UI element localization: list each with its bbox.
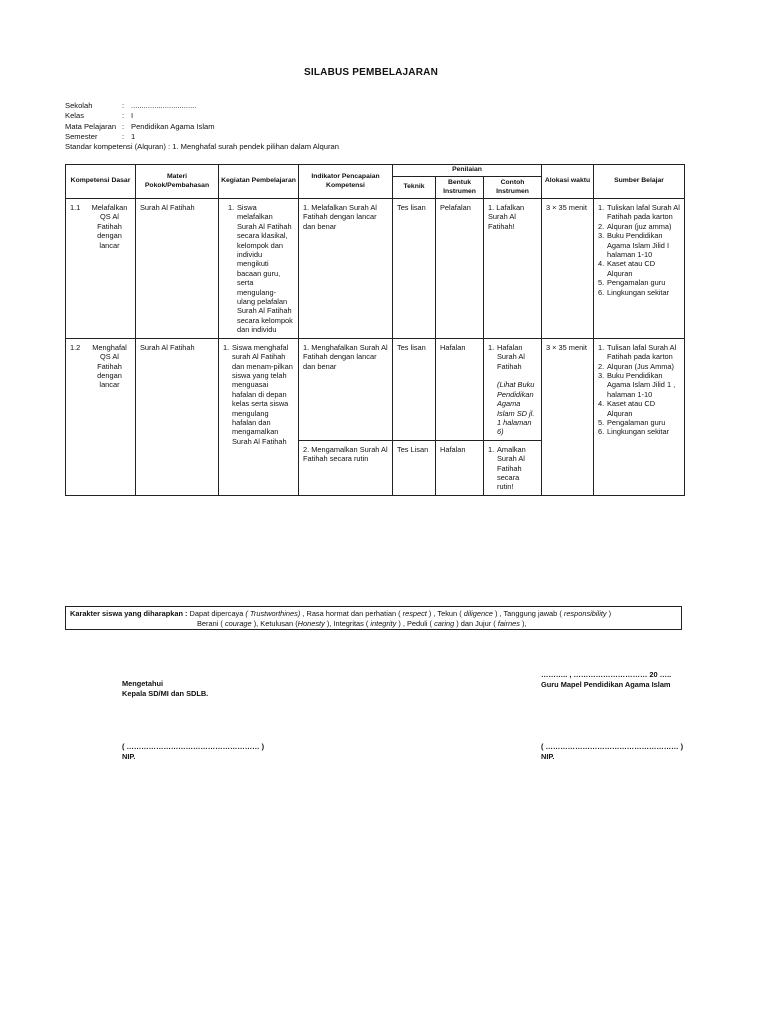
character-segment: Honesty	[297, 619, 325, 628]
contoh-cell	[484, 440, 542, 495]
character-line-2	[70, 619, 677, 629]
kegiatan-text: Siswa melafalkan Surah Al Fatihah secara klasikal, kelompok dan individu mengikuti bacaan guru, serta mengulang-ulang pelafalan Surah Al Fatihah secara kelompok dan individu	[237, 203, 293, 335]
sumber-cell	[594, 199, 685, 339]
list-item	[598, 427, 680, 436]
list-item	[598, 231, 680, 259]
item-text: Lingkungan sekitar	[607, 287, 670, 297]
list-item	[598, 418, 680, 427]
contoh-note: (Lihat Buku Pendidikan Agama Islam SD jl. 1 halaman 6)	[497, 380, 535, 437]
item-text: Pengalaman guru	[607, 417, 666, 427]
item-text: Kaset atau CD Alquran	[607, 399, 656, 418]
left-sig-line-1: Mengetahui	[122, 679, 164, 688]
character-label: Karakter siswa yang diharapkan :	[70, 609, 188, 618]
contoh-cell	[484, 338, 542, 440]
item-number: 2.	[598, 361, 605, 371]
header-bentuk: Bentuk Instrumen	[436, 177, 484, 199]
character-segment: caring	[434, 619, 455, 628]
list-item	[598, 371, 680, 399]
item-number: 4.	[598, 399, 605, 409]
contoh-number: 1.	[488, 444, 495, 454]
character-values-2	[197, 619, 527, 628]
left-sig-line-2: Kepala SD/MI dan SDLB.	[122, 689, 209, 698]
right-name-placeholder: ( ……………………………………………… )	[541, 742, 684, 751]
teknik-cell: Tes Lisan	[393, 440, 436, 495]
character-segment: ), Integritas (	[324, 619, 371, 628]
indikator-cell: 1. Menghafalkan Surah Al Fatihah dengan lancar dan benar	[299, 338, 393, 440]
list-item	[598, 222, 680, 231]
left-name-placeholder: ( ……………………………………………… )	[122, 742, 265, 751]
meta-value: ...............................	[131, 101, 197, 110]
table-row	[66, 199, 685, 339]
character-segment: ( Trustworthines)	[245, 609, 301, 618]
table-row	[66, 338, 685, 440]
kd-text: Menghafal QS Al Fatihah dengan lancar	[92, 342, 127, 390]
contoh-number: 1.	[488, 342, 495, 352]
kd-cell	[66, 338, 136, 495]
meta-label: Semester	[65, 131, 98, 141]
item-number: 1.	[598, 203, 605, 212]
item-text: Alquran (juz amma)	[607, 221, 672, 231]
character-segment: courage	[224, 619, 252, 628]
left-nip: NIP.	[122, 752, 136, 761]
character-segment: ),	[519, 619, 527, 628]
item-number: 3.	[598, 231, 605, 241]
item-number: 4.	[598, 259, 605, 269]
item-number: 3.	[598, 370, 605, 380]
contoh-cell: 1. Lafalkan Surah Al Fatihah!	[484, 199, 542, 339]
meta-label: Kelas	[65, 111, 84, 121]
header-teknik: Teknik	[393, 177, 436, 199]
meta-value: 1	[131, 131, 136, 141]
kd-number: 1.2	[70, 342, 81, 352]
alokasi-cell: 3 × 35 menit	[542, 199, 594, 339]
header-alokasi: Alokasi waktu	[542, 165, 594, 199]
indikator-cell: 1. Melafalkan Surah Al Fatihah dengan lancar dan benar	[299, 199, 393, 339]
kegiatan-cell	[219, 338, 299, 495]
meta-value: I	[131, 111, 134, 121]
header-materi: Materi Pokok/Pembahasan	[136, 165, 219, 199]
item-number: 5.	[598, 417, 605, 427]
contoh-body	[497, 343, 537, 437]
meta-row-subject	[65, 122, 339, 132]
character-segment: , Rasa hormat dan perhatian (	[300, 609, 403, 618]
item-text: Kaset atau CD Alquran	[607, 259, 656, 278]
materi-cell: Surah Al Fatihah	[136, 199, 219, 339]
list-item	[598, 399, 680, 418]
header-contoh: Contoh Instrumen	[484, 177, 542, 199]
kd-number: 1.1	[70, 203, 81, 212]
meta-row-class	[65, 111, 339, 121]
item-text: Buku Pendidikan Agama Islam Jilid I halaman 1-10	[607, 231, 670, 260]
header-kegiatan: Kegiatan Pembelajaran	[219, 165, 299, 199]
list-item	[598, 203, 680, 222]
contoh-text: Amalkan Surah Al Fatihah secara rutin!	[497, 444, 526, 492]
character-segment: ), Ketulusan (	[251, 619, 298, 628]
item-text: Pengamalan guru	[607, 278, 666, 288]
left-name-block	[122, 742, 264, 762]
meta-colon: :	[122, 121, 125, 131]
kd-text: Melafalkan QS Al Fatihah dengan lancar	[91, 203, 128, 250]
character-line-1	[70, 609, 677, 619]
meta-colon: :	[122, 101, 125, 110]
list-item	[598, 278, 680, 287]
header-kd: Kompetensi Dasar	[66, 165, 136, 199]
list-item	[598, 343, 680, 362]
teknik-cell: Tes lisan	[393, 338, 436, 440]
item-number: 6.	[598, 287, 605, 297]
character-segment: Dapat dipercaya	[189, 609, 246, 618]
item-text: Tulisan lafal Surah Al Fatihah pada karton	[607, 342, 677, 362]
character-box	[65, 606, 682, 630]
meta-label: Sekolah	[65, 101, 93, 110]
bentuk-cell: Hafalan	[436, 440, 484, 495]
bentuk-cell: Hafalan	[436, 338, 484, 440]
character-segment: responsibility	[563, 609, 607, 618]
identity-block	[65, 101, 339, 152]
indikator-cell: 2. Mengamalkan Surah Al Fatihah secara rutin	[299, 440, 393, 495]
right-signature	[541, 670, 671, 690]
list-item	[598, 288, 680, 297]
materi-cell: Surah Al Fatihah	[136, 338, 219, 495]
sumber-cell	[594, 338, 685, 495]
character-segment: Berani (	[197, 619, 225, 628]
item-text: Tuliskan lafal Surah Al Fatihah pada karton	[607, 203, 680, 222]
meta-colon: :	[122, 131, 125, 141]
standard-competency: Standar kompetensi (Alquran) : 1. Menghafal surah pendek pilihan dalam Alquran	[65, 142, 339, 152]
right-date: ……….. , ………………………… 20 …..	[541, 670, 672, 679]
meta-row-school	[65, 101, 339, 111]
kegiatan-cell	[219, 199, 299, 339]
right-nip: NIP.	[541, 752, 555, 761]
character-segment: ) , Peduli (	[396, 619, 435, 628]
syllabus-table	[65, 164, 685, 496]
alokasi-cell: 3 × 35 menit	[542, 338, 594, 495]
item-number: 1.	[598, 342, 605, 352]
teknik-cell: Tes lisan	[393, 199, 436, 339]
right-sig-line-1: Guru Mapel Pendidikan Agama Islam	[541, 680, 671, 689]
character-values	[190, 609, 612, 618]
meta-colon: :	[122, 111, 125, 121]
item-number: 6.	[598, 427, 605, 437]
item-text: Lingkungan sekitar	[607, 427, 670, 437]
character-segment: fairnes	[497, 619, 520, 628]
header-indikator: Indikator Pencapaian Kompetensi	[299, 165, 393, 199]
kegiatan-number: 1.	[223, 342, 230, 352]
left-signature	[122, 679, 208, 699]
item-number: 5.	[598, 278, 605, 288]
character-segment: ) dan Jujur (	[454, 619, 498, 628]
right-name-block	[541, 742, 683, 762]
kd-cell	[66, 199, 136, 339]
item-text: Buku Pendidikan Agama Islam Jilid 1 , halaman 1-10	[607, 370, 676, 399]
meta-row-semester	[65, 132, 339, 142]
kegiatan-number: 1.	[228, 203, 235, 212]
meta-label: Mata Pelajaran	[65, 121, 117, 131]
character-segment: )	[606, 609, 612, 618]
item-number: 2.	[598, 221, 605, 231]
header-penilaian: Penilaian	[393, 165, 542, 177]
kegiatan-text: Siswa menghafal surah Al Fatihah dan menam-pilkan siswa yang telah menguasai hafalan di depan kelas serta siswa mengulang hafalan dan mengamalkan Surah Al Fatihah	[232, 342, 293, 446]
character-segment: respect	[402, 609, 427, 618]
list-item	[598, 362, 680, 371]
list-item	[598, 259, 680, 278]
character-segment: integrity	[370, 619, 397, 628]
character-segment: diligence	[463, 609, 493, 618]
character-segment: ) , Tanggung jawab (	[492, 609, 564, 618]
item-text: Alquran (Jus Amma)	[607, 361, 674, 371]
bentuk-cell: Pelafalan	[436, 199, 484, 339]
contoh-text: Hafalan Surah Al Fatihah	[497, 342, 525, 371]
document-title: SILABUS PEMBELAJARAN	[303, 67, 438, 78]
header-sumber: Sumber Belajar	[594, 165, 685, 199]
meta-value: Pendidikan Agama Islam	[131, 121, 215, 131]
character-segment: ) , Tekun (	[426, 609, 464, 618]
